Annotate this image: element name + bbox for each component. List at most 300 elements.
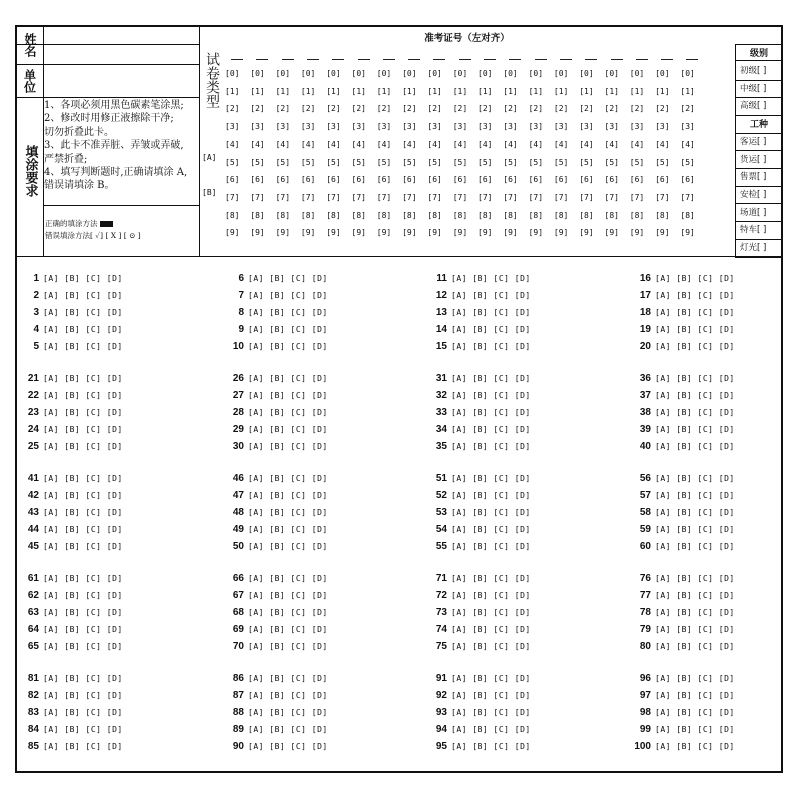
id-write-slot[interactable]: [686, 59, 698, 60]
id-write-slot[interactable]: [560, 59, 572, 60]
id-digit-bubble[interactable]: [0]: [250, 69, 265, 78]
answer-options[interactable]: [A] [B] [C] [D]: [451, 708, 531, 717]
id-digit-bubble[interactable]: [2]: [478, 104, 493, 114]
id-digit-bubble[interactable]: [7]: [680, 192, 695, 202]
id-digit-bubble[interactable]: [8]: [250, 210, 265, 220]
id-digit-bubble[interactable]: [2]: [402, 104, 417, 114]
id-digit-bubble[interactable]: [4]: [579, 139, 594, 149]
id-digit-bubble[interactable]: [3]: [680, 122, 695, 132]
id-digit-bubble[interactable]: [1]: [351, 86, 366, 96]
answer-options[interactable]: [A] [B] [C] [D]: [43, 708, 123, 717]
id-digit-bubble[interactable]: [2]: [503, 104, 518, 114]
answer-options[interactable]: [A] [B] [C] [D]: [451, 625, 531, 634]
id-digit-bubble[interactable]: [2]: [225, 104, 240, 114]
id-digit-bubble[interactable]: [3]: [376, 122, 392, 132]
id-digit-bubble[interactable]: [5]: [655, 157, 670, 167]
id-write-slot[interactable]: [358, 59, 370, 60]
answer-options[interactable]: [A] [B] [C] [D]: [655, 708, 735, 717]
answer-options[interactable]: [A] [B] [C] [D]: [655, 325, 735, 334]
answer-options[interactable]: [A] [B] [C] [D]: [451, 391, 531, 400]
answer-options[interactable]: [A] [B] [C] [D]: [248, 408, 328, 417]
answer-options[interactable]: [A] [B] [C] [D]: [451, 608, 531, 617]
id-write-slot[interactable]: [383, 59, 395, 60]
id-digit-bubble[interactable]: [0]: [579, 69, 594, 78]
id-digit-bubble[interactable]: [4]: [376, 139, 392, 149]
level-option[interactable]: 中级[ ]: [740, 83, 767, 94]
answer-options[interactable]: [A] [B] [C] [D]: [248, 691, 328, 700]
id-digit-bubble[interactable]: [2]: [326, 104, 341, 114]
answer-options[interactable]: [A] [B] [C] [D]: [655, 574, 735, 583]
id-digit-bubble[interactable]: [5]: [427, 157, 442, 167]
id-digit-bubble[interactable]: [5]: [250, 157, 265, 167]
id-digit-bubble[interactable]: [3]: [427, 122, 442, 132]
job-option[interactable]: 安检[ ]: [740, 189, 767, 200]
answer-options[interactable]: [A] [B] [C] [D]: [451, 725, 531, 734]
answer-options[interactable]: [A] [B] [C] [D]: [451, 374, 531, 383]
id-digit-bubble[interactable]: [7]: [376, 192, 392, 202]
answer-options[interactable]: [A] [B] [C] [D]: [655, 674, 735, 683]
answer-options[interactable]: [A] [B] [C] [D]: [655, 742, 735, 751]
id-digit-bubble[interactable]: [9]: [351, 228, 366, 238]
id-write-slot[interactable]: [484, 59, 496, 60]
id-digit-bubble[interactable]: [7]: [629, 192, 645, 202]
id-digit-bubble[interactable]: [3]: [452, 122, 468, 132]
id-digit-bubble[interactable]: [1]: [503, 86, 518, 96]
answer-options[interactable]: [A] [B] [C] [D]: [43, 391, 123, 400]
id-digit-bubble[interactable]: [2]: [629, 104, 645, 114]
answer-options[interactable]: [A] [B] [C] [D]: [43, 325, 123, 334]
id-digit-bubble[interactable]: [3]: [604, 122, 619, 132]
id-digit-bubble[interactable]: [6]: [478, 175, 493, 185]
answer-options[interactable]: [A] [B] [C] [D]: [248, 442, 328, 451]
answer-options[interactable]: [A] [B] [C] [D]: [655, 525, 735, 534]
answer-options[interactable]: [A] [B] [C] [D]: [248, 591, 328, 600]
id-digit-bubble[interactable]: [2]: [275, 104, 291, 114]
id-digit-bubble[interactable]: [2]: [452, 104, 468, 114]
answer-options[interactable]: [A] [B] [C] [D]: [248, 508, 328, 517]
id-digit-bubble[interactable]: [4]: [478, 139, 493, 149]
id-digit-bubble[interactable]: [3]: [579, 122, 594, 132]
id-digit-bubble[interactable]: [5]: [604, 157, 619, 167]
id-digit-bubble[interactable]: [2]: [528, 104, 544, 114]
answer-options[interactable]: [A] [B] [C] [D]: [451, 542, 531, 551]
id-digit-bubble[interactable]: [6]: [225, 175, 240, 185]
id-digit-bubble[interactable]: [7]: [528, 192, 544, 202]
id-digit-bubble[interactable]: [7]: [225, 192, 240, 202]
answer-options[interactable]: [A] [B] [C] [D]: [248, 374, 328, 383]
answer-options[interactable]: [A] [B] [C] [D]: [655, 625, 735, 634]
id-digit-bubble[interactable]: [8]: [478, 210, 493, 220]
id-digit-bubble[interactable]: [5]: [680, 157, 695, 167]
answer-options[interactable]: [A] [B] [C] [D]: [451, 574, 531, 583]
id-digit-bubble[interactable]: [9]: [503, 228, 518, 238]
id-digit-bubble[interactable]: [4]: [250, 139, 265, 149]
id-digit-bubble[interactable]: [0]: [553, 69, 569, 78]
id-write-slot[interactable]: [585, 59, 597, 60]
id-digit-bubble[interactable]: [7]: [351, 192, 366, 202]
answer-options[interactable]: [A] [B] [C] [D]: [248, 642, 328, 651]
job-option[interactable]: 场道[ ]: [740, 207, 767, 218]
answer-options[interactable]: [A] [B] [C] [D]: [248, 725, 328, 734]
id-digit-bubble[interactable]: [8]: [225, 210, 240, 220]
answer-options[interactable]: [A] [B] [C] [D]: [248, 325, 328, 334]
id-digit-bubble[interactable]: [5]: [629, 157, 645, 167]
id-digit-bubble[interactable]: [2]: [655, 104, 670, 114]
id-write-slot[interactable]: [307, 59, 319, 60]
answer-options[interactable]: [A] [B] [C] [D]: [248, 342, 328, 351]
id-digit-bubble[interactable]: [4]: [452, 139, 468, 149]
id-digit-bubble[interactable]: [0]: [351, 69, 366, 78]
answer-options[interactable]: [A] [B] [C] [D]: [43, 442, 123, 451]
id-digit-bubble[interactable]: [0]: [300, 69, 316, 78]
answer-options[interactable]: [A] [B] [C] [D]: [248, 491, 328, 500]
answer-options[interactable]: [A] [B] [C] [D]: [43, 525, 123, 534]
answer-options[interactable]: [A] [B] [C] [D]: [43, 625, 123, 634]
id-digit-bubble[interactable]: [6]: [452, 175, 468, 185]
id-digit-bubble[interactable]: [3]: [225, 122, 240, 132]
answer-options[interactable]: [A] [B] [C] [D]: [248, 608, 328, 617]
answer-options[interactable]: [A] [B] [C] [D]: [655, 425, 735, 434]
answer-options[interactable]: [A] [B] [C] [D]: [248, 474, 328, 483]
id-digit-bubble[interactable]: [7]: [250, 192, 265, 202]
id-digit-bubble[interactable]: [3]: [503, 122, 518, 132]
id-digit-bubble[interactable]: [1]: [326, 86, 341, 96]
answer-options[interactable]: [A] [B] [C] [D]: [248, 391, 328, 400]
paper-type-a[interactable]: [A]: [202, 153, 217, 162]
answer-options[interactable]: [A] [B] [C] [D]: [655, 474, 735, 483]
id-digit-bubble[interactable]: [5]: [553, 157, 569, 167]
answer-options[interactable]: [A] [B] [C] [D]: [451, 425, 531, 434]
id-digit-bubble[interactable]: [3]: [326, 122, 341, 132]
id-digit-bubble[interactable]: [6]: [503, 175, 518, 185]
answer-options[interactable]: [A] [B] [C] [D]: [655, 391, 735, 400]
id-digit-bubble[interactable]: [2]: [250, 104, 265, 114]
id-digit-bubble[interactable]: [1]: [225, 86, 240, 96]
answer-options[interactable]: [A] [B] [C] [D]: [43, 725, 123, 734]
id-digit-bubble[interactable]: [5]: [503, 157, 518, 167]
id-digit-bubble[interactable]: [8]: [629, 210, 645, 220]
id-digit-bubble[interactable]: [9]: [478, 228, 493, 238]
answer-options[interactable]: [A] [B] [C] [D]: [248, 574, 328, 583]
id-digit-bubble[interactable]: [7]: [402, 192, 417, 202]
id-digit-bubble[interactable]: [2]: [553, 104, 569, 114]
name-field[interactable]: [45, 29, 195, 61]
id-digit-bubble[interactable]: [6]: [680, 175, 695, 185]
id-digit-bubble[interactable]: [9]: [250, 228, 265, 238]
id-digit-bubble[interactable]: [7]: [478, 192, 493, 202]
answer-options[interactable]: [A] [B] [C] [D]: [248, 525, 328, 534]
id-digit-bubble[interactable]: [3]: [629, 122, 645, 132]
id-digit-bubble[interactable]: [6]: [351, 175, 366, 185]
id-digit-bubble[interactable]: [9]: [629, 228, 645, 238]
id-digit-bubble[interactable]: [4]: [300, 139, 316, 149]
answer-options[interactable]: [A] [B] [C] [D]: [248, 625, 328, 634]
id-digit-bubble[interactable]: [0]: [629, 69, 645, 78]
id-digit-bubble[interactable]: [7]: [275, 192, 291, 202]
id-digit-bubble[interactable]: [9]: [655, 228, 670, 238]
answer-options[interactable]: [A] [B] [C] [D]: [655, 591, 735, 600]
id-digit-bubble[interactable]: [0]: [326, 69, 341, 78]
answer-options[interactable]: [A] [B] [C] [D]: [43, 591, 123, 600]
id-digit-bubble[interactable]: [2]: [376, 104, 392, 114]
id-digit-bubble[interactable]: [9]: [376, 228, 392, 238]
id-digit-bubble[interactable]: [6]: [528, 175, 544, 185]
id-write-slot[interactable]: [611, 59, 623, 60]
id-digit-bubble[interactable]: [5]: [300, 157, 316, 167]
answer-options[interactable]: [A] [B] [C] [D]: [451, 274, 531, 283]
answer-options[interactable]: [A] [B] [C] [D]: [451, 525, 531, 534]
answer-options[interactable]: [A] [B] [C] [D]: [451, 474, 531, 483]
id-digit-bubble[interactable]: [7]: [604, 192, 619, 202]
answer-options[interactable]: [A] [B] [C] [D]: [43, 691, 123, 700]
id-digit-bubble[interactable]: [5]: [452, 157, 468, 167]
level-option[interactable]: 高级[ ]: [740, 101, 767, 112]
id-digit-bubble[interactable]: [0]: [225, 69, 240, 78]
answer-options[interactable]: [A] [B] [C] [D]: [655, 642, 735, 651]
answer-options[interactable]: [A] [B] [C] [D]: [655, 608, 735, 617]
id-write-slot[interactable]: [535, 59, 547, 60]
answer-options[interactable]: [A] [B] [C] [D]: [43, 291, 123, 300]
id-digit-bubble[interactable]: [4]: [553, 139, 569, 149]
answer-options[interactable]: [A] [B] [C] [D]: [248, 542, 328, 551]
id-digit-bubble[interactable]: [9]: [300, 228, 316, 238]
id-digit-bubble[interactable]: [6]: [629, 175, 645, 185]
answer-options[interactable]: [A] [B] [C] [D]: [451, 308, 531, 317]
id-digit-bubble[interactable]: [4]: [604, 139, 619, 149]
paper-type-b[interactable]: [B]: [202, 188, 217, 197]
id-digit-bubble[interactable]: [7]: [427, 192, 442, 202]
answer-options[interactable]: [A] [B] [C] [D]: [451, 742, 531, 751]
id-digit-bubble[interactable]: [1]: [528, 86, 544, 96]
id-digit-bubble[interactable]: [4]: [528, 139, 544, 149]
id-digit-bubble[interactable]: [6]: [402, 175, 417, 185]
answer-options[interactable]: [A] [B] [C] [D]: [43, 491, 123, 500]
id-digit-bubble[interactable]: [6]: [250, 175, 265, 185]
id-digit-bubble[interactable]: [6]: [275, 175, 291, 185]
id-digit-bubble[interactable]: [6]: [300, 175, 316, 185]
id-digit-bubble[interactable]: [1]: [250, 86, 265, 96]
id-write-slot[interactable]: [509, 59, 521, 60]
answer-options[interactable]: [A] [B] [C] [D]: [43, 674, 123, 683]
id-digit-bubble[interactable]: [8]: [427, 210, 442, 220]
id-digit-bubble[interactable]: [8]: [579, 210, 594, 220]
answer-options[interactable]: [A] [B] [C] [D]: [43, 574, 123, 583]
id-digit-bubble[interactable]: [5]: [579, 157, 594, 167]
id-digit-bubble[interactable]: [1]: [579, 86, 594, 96]
id-digit-bubble[interactable]: [2]: [300, 104, 316, 114]
id-digit-bubble[interactable]: [0]: [503, 69, 518, 78]
id-digit-bubble[interactable]: [6]: [427, 175, 442, 185]
id-digit-bubble[interactable]: [6]: [553, 175, 569, 185]
id-digit-bubble[interactable]: [9]: [452, 228, 468, 238]
id-digit-bubble[interactable]: [8]: [402, 210, 417, 220]
id-write-slot[interactable]: [231, 59, 243, 60]
id-digit-bubble[interactable]: [7]: [452, 192, 468, 202]
answer-options[interactable]: [A] [B] [C] [D]: [43, 642, 123, 651]
id-digit-bubble[interactable]: [7]: [553, 192, 569, 202]
answer-options[interactable]: [A] [B] [C] [D]: [43, 408, 123, 417]
id-digit-bubble[interactable]: [3]: [655, 122, 670, 132]
id-digit-bubble[interactable]: [5]: [402, 157, 417, 167]
id-digit-bubble[interactable]: [7]: [503, 192, 518, 202]
id-digit-bubble[interactable]: [5]: [528, 157, 544, 167]
id-digit-bubble[interactable]: [0]: [680, 69, 695, 78]
id-digit-bubble[interactable]: [8]: [553, 210, 569, 220]
answer-options[interactable]: [A] [B] [C] [D]: [248, 708, 328, 717]
id-write-slot[interactable]: [433, 59, 445, 60]
answer-options[interactable]: [A] [B] [C] [D]: [451, 291, 531, 300]
answer-options[interactable]: [A] [B] [C] [D]: [451, 442, 531, 451]
id-digit-bubble[interactable]: [0]: [402, 69, 417, 78]
job-option[interactable]: 客运[ ]: [740, 136, 767, 147]
id-digit-bubble[interactable]: [3]: [250, 122, 265, 132]
id-digit-bubble[interactable]: [1]: [553, 86, 569, 96]
answer-options[interactable]: [A] [B] [C] [D]: [248, 274, 328, 283]
id-digit-bubble[interactable]: [4]: [225, 139, 240, 149]
id-digit-bubble[interactable]: [8]: [452, 210, 468, 220]
id-digit-bubble[interactable]: [0]: [376, 69, 392, 78]
id-digit-bubble[interactable]: [1]: [275, 86, 291, 96]
id-digit-bubble[interactable]: [1]: [376, 86, 392, 96]
job-option[interactable]: 特车[ ]: [740, 225, 767, 236]
job-option[interactable]: 灯光[ ]: [740, 243, 767, 253]
answer-options[interactable]: [A] [B] [C] [D]: [451, 591, 531, 600]
answer-options[interactable]: [A] [B] [C] [D]: [43, 608, 123, 617]
id-digit-bubble[interactable]: [3]: [300, 122, 316, 132]
id-digit-bubble[interactable]: [7]: [300, 192, 316, 202]
answer-options[interactable]: [A] [B] [C] [D]: [248, 742, 328, 751]
id-digit-bubble[interactable]: [1]: [478, 86, 493, 96]
id-digit-bubble[interactable]: [5]: [326, 157, 341, 167]
id-digit-bubble[interactable]: [1]: [655, 86, 670, 96]
answer-options[interactable]: [A] [B] [C] [D]: [655, 342, 735, 351]
id-digit-bubble[interactable]: [4]: [680, 139, 695, 149]
id-digit-bubble[interactable]: [9]: [680, 228, 695, 238]
id-digit-bubble[interactable]: [0]: [655, 69, 670, 78]
id-digit-bubble[interactable]: [5]: [376, 157, 392, 167]
job-option[interactable]: 售票[ ]: [740, 172, 767, 183]
id-write-slot[interactable]: [408, 59, 420, 60]
answer-options[interactable]: [A] [B] [C] [D]: [655, 508, 735, 517]
answer-options[interactable]: [A] [B] [C] [D]: [451, 642, 531, 651]
answer-options[interactable]: [A] [B] [C] [D]: [655, 442, 735, 451]
id-digit-bubble[interactable]: [9]: [528, 228, 544, 238]
id-write-slot[interactable]: [282, 59, 294, 60]
id-digit-bubble[interactable]: [1]: [402, 86, 417, 96]
id-digit-bubble[interactable]: [1]: [427, 86, 442, 96]
id-digit-bubble[interactable]: [9]: [225, 228, 240, 238]
answer-options[interactable]: [A] [B] [C] [D]: [43, 742, 123, 751]
answer-options[interactable]: [A] [B] [C] [D]: [655, 308, 735, 317]
id-digit-bubble[interactable]: [8]: [351, 210, 366, 220]
id-digit-bubble[interactable]: [2]: [604, 104, 619, 114]
answer-options[interactable]: [A] [B] [C] [D]: [43, 474, 123, 483]
id-digit-bubble[interactable]: [8]: [680, 210, 695, 220]
id-digit-bubble[interactable]: [5]: [351, 157, 366, 167]
id-digit-bubble[interactable]: [5]: [225, 157, 240, 167]
id-digit-bubble[interactable]: [6]: [655, 175, 670, 185]
id-digit-bubble[interactable]: [7]: [326, 192, 341, 202]
id-write-slot[interactable]: [661, 59, 673, 60]
answer-options[interactable]: [A] [B] [C] [D]: [43, 342, 123, 351]
id-digit-bubble[interactable]: [8]: [326, 210, 341, 220]
id-digit-bubble[interactable]: [4]: [326, 139, 341, 149]
id-digit-bubble[interactable]: [1]: [604, 86, 619, 96]
answer-options[interactable]: [A] [B] [C] [D]: [655, 691, 735, 700]
answer-options[interactable]: [A] [B] [C] [D]: [451, 674, 531, 683]
id-digit-bubble[interactable]: [5]: [478, 157, 493, 167]
id-digit-bubble[interactable]: [2]: [427, 104, 442, 114]
id-digit-bubble[interactable]: [4]: [402, 139, 417, 149]
answer-options[interactable]: [A] [B] [C] [D]: [248, 308, 328, 317]
answer-options[interactable]: [A] [B] [C] [D]: [451, 691, 531, 700]
id-digit-bubble[interactable]: [3]: [553, 122, 569, 132]
id-digit-bubble[interactable]: [2]: [579, 104, 594, 114]
id-digit-bubble[interactable]: [9]: [427, 228, 442, 238]
id-digit-bubble[interactable]: [9]: [579, 228, 594, 238]
id-digit-bubble[interactable]: [1]: [680, 86, 695, 96]
id-digit-bubble[interactable]: [3]: [528, 122, 544, 132]
id-digit-bubble[interactable]: [9]: [402, 228, 417, 238]
level-option[interactable]: 初级[ ]: [740, 66, 767, 76]
id-digit-bubble[interactable]: [2]: [680, 104, 695, 114]
id-digit-bubble[interactable]: [9]: [553, 228, 569, 238]
answer-options[interactable]: [A] [B] [C] [D]: [248, 291, 328, 300]
id-digit-bubble[interactable]: [6]: [579, 175, 594, 185]
id-digit-bubble[interactable]: [3]: [351, 122, 366, 132]
id-digit-bubble[interactable]: [6]: [376, 175, 392, 185]
answer-options[interactable]: [A] [B] [C] [D]: [655, 491, 735, 500]
answer-options[interactable]: [A] [B] [C] [D]: [43, 308, 123, 317]
answer-options[interactable]: [A] [B] [C] [D]: [248, 674, 328, 683]
id-digit-bubble[interactable]: [9]: [275, 228, 291, 238]
answer-options[interactable]: [A] [B] [C] [D]: [451, 491, 531, 500]
id-digit-bubble[interactable]: [2]: [351, 104, 366, 114]
answer-options[interactable]: [A] [B] [C] [D]: [43, 508, 123, 517]
id-digit-bubble[interactable]: [4]: [427, 139, 442, 149]
id-digit-bubble[interactable]: [8]: [275, 210, 291, 220]
id-digit-bubble[interactable]: [8]: [604, 210, 619, 220]
id-digit-bubble[interactable]: [0]: [427, 69, 442, 78]
id-digit-bubble[interactable]: [0]: [528, 69, 544, 78]
id-write-slot[interactable]: [636, 59, 648, 60]
id-digit-bubble[interactable]: [8]: [300, 210, 316, 220]
id-digit-bubble[interactable]: [9]: [604, 228, 619, 238]
id-digit-bubble[interactable]: [3]: [402, 122, 417, 132]
id-digit-bubble[interactable]: [4]: [655, 139, 670, 149]
id-digit-bubble[interactable]: [8]: [655, 210, 670, 220]
answer-options[interactable]: [A] [B] [C] [D]: [451, 408, 531, 417]
id-digit-bubble[interactable]: [7]: [655, 192, 670, 202]
unit-field[interactable]: [45, 66, 195, 96]
id-digit-bubble[interactable]: [6]: [326, 175, 341, 185]
id-digit-bubble[interactable]: [4]: [503, 139, 518, 149]
job-option[interactable]: 货运[ ]: [740, 154, 767, 165]
id-digit-bubble[interactable]: [6]: [604, 175, 619, 185]
id-digit-bubble[interactable]: [0]: [478, 69, 493, 78]
answer-options[interactable]: [A] [B] [C] [D]: [655, 291, 735, 300]
id-write-slot[interactable]: [332, 59, 344, 60]
id-digit-bubble[interactable]: [1]: [452, 86, 468, 96]
answer-options[interactable]: [A] [B] [C] [D]: [655, 408, 735, 417]
id-digit-bubble[interactable]: [8]: [376, 210, 392, 220]
id-digit-bubble[interactable]: [9]: [326, 228, 341, 238]
answer-options[interactable]: [A] [B] [C] [D]: [655, 725, 735, 734]
id-digit-bubble[interactable]: [3]: [478, 122, 493, 132]
answer-options[interactable]: [A] [B] [C] [D]: [451, 508, 531, 517]
id-write-slot[interactable]: [459, 59, 471, 60]
answer-options[interactable]: [A] [B] [C] [D]: [43, 542, 123, 551]
